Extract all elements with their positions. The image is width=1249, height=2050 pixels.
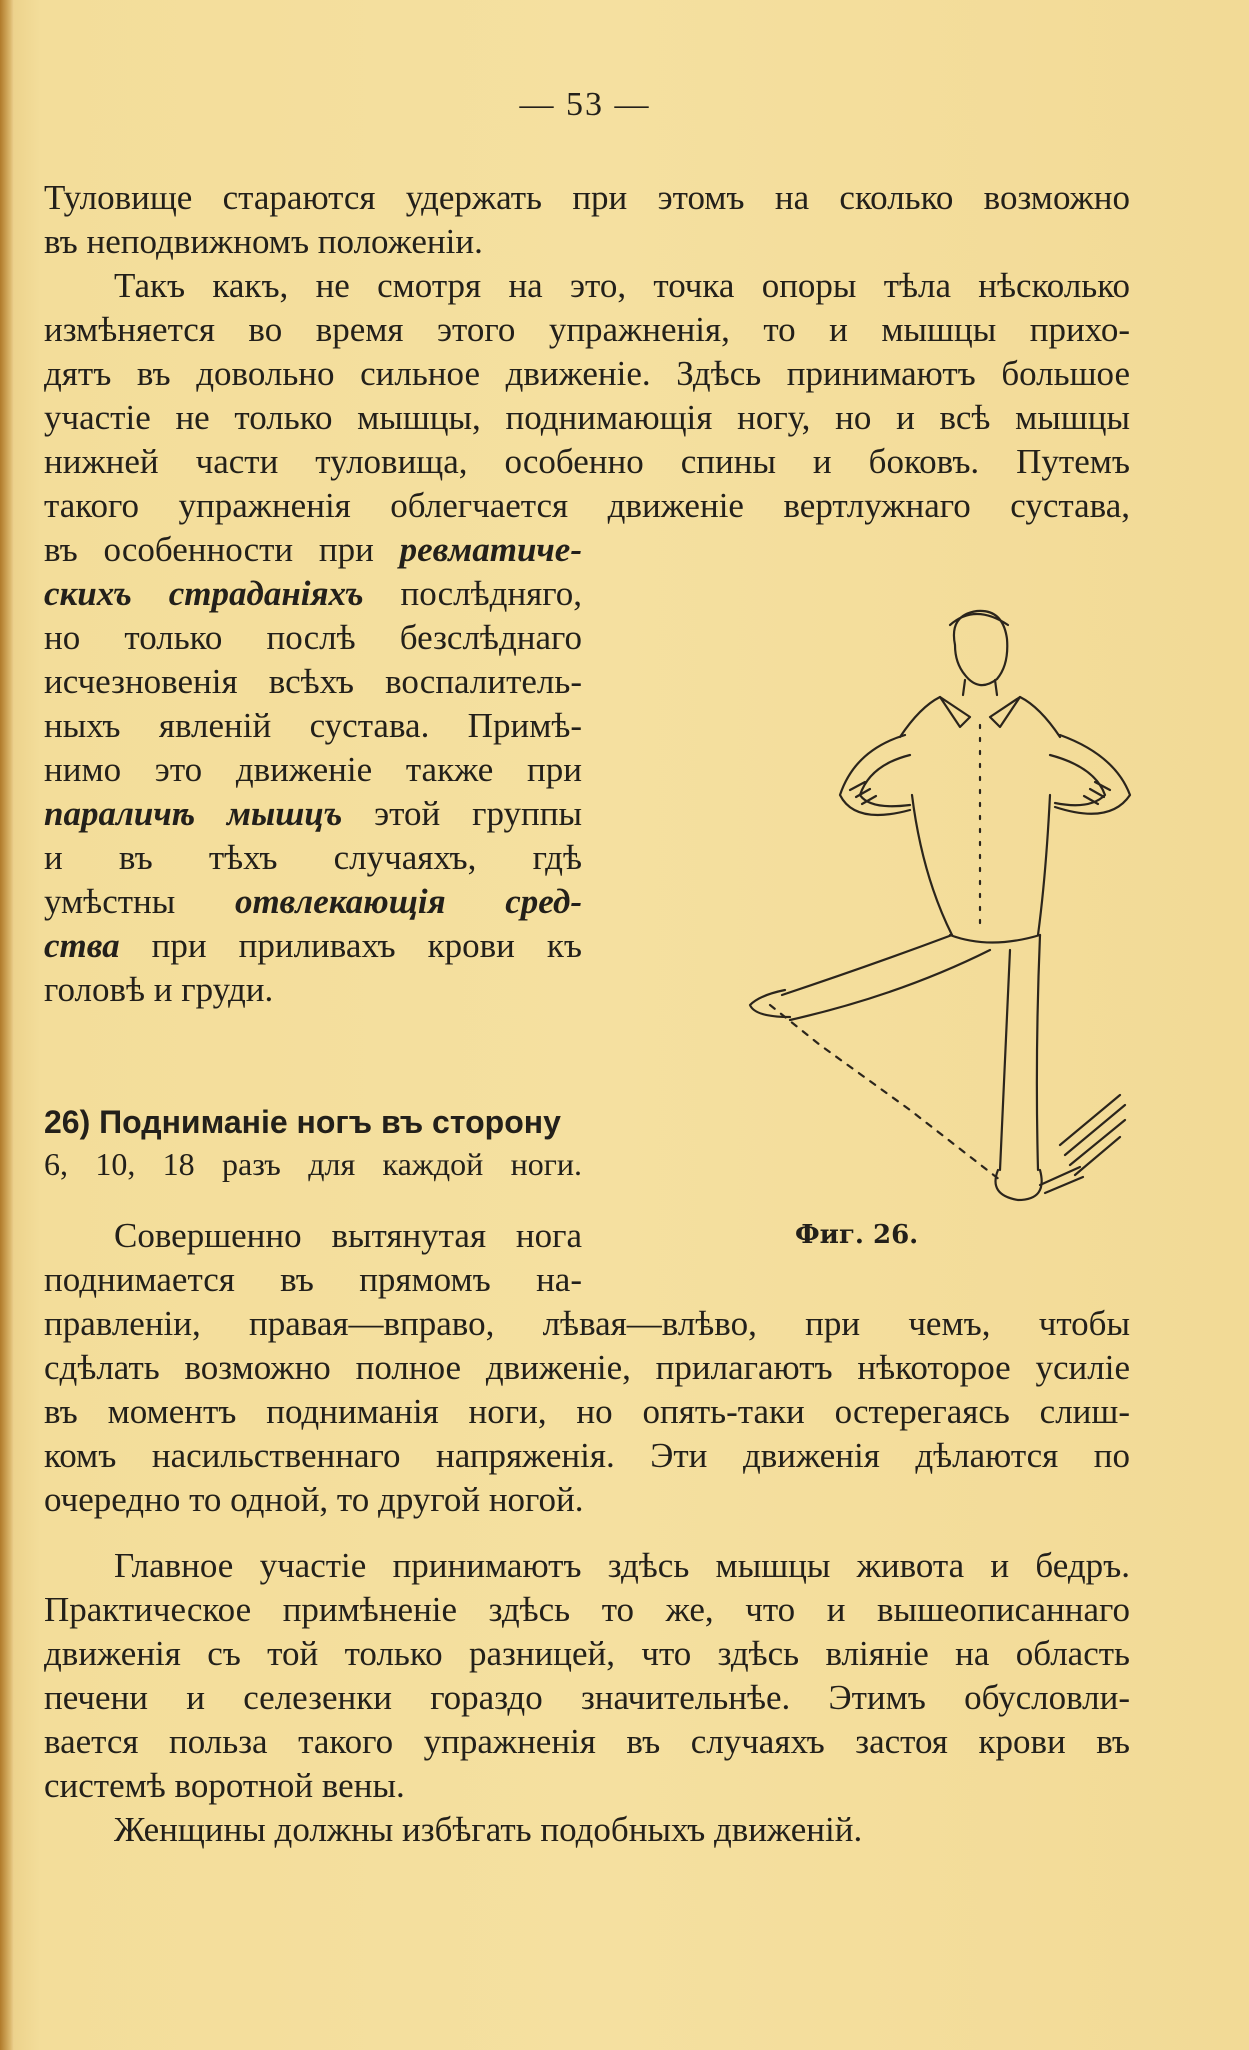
text-line: движенiя съ той только разницей, что здѣсь влiянiе на область: [44, 1634, 1130, 1673]
text-line: и въ тѣхъ случаяхъ, гдѣ: [44, 838, 582, 877]
text-line: вается польза такого упражненiя въ случаяхъ застоя крови въ: [44, 1722, 1130, 1761]
exercise-repetitions: 6, 10, 18 разъ для каждой ноги.: [44, 1146, 582, 1182]
text-line: правленiи, правая—вправо, лѣвая—влѣво, при чемъ, чтобы: [44, 1304, 1130, 1343]
text-line: поднимается въ прямомъ на-: [44, 1260, 582, 1299]
text-line: умѣстны отвлекающiя сред-: [44, 882, 582, 921]
text-line: очередно то одной, то другой ногой.: [44, 1480, 584, 1519]
hair-shape: [950, 614, 1008, 625]
text-line: ства при приливахъ крови къ: [44, 926, 582, 965]
text-line: исчезновенiя всѣхъ воспалитель-: [44, 662, 582, 701]
text-line: въ неподвижномъ положенiи.: [44, 222, 483, 261]
book-spine-edge: [0, 0, 14, 2050]
text-line: ныхъ явленiй сустава. Примѣ-: [44, 706, 582, 745]
text-line: сдѣлать возможно полное движенiе, прилагаютъ нѣкоторое усилiе: [44, 1348, 1130, 1387]
text-line: Практическое примѣненiе здѣсь то же, что и вышеописаннаго: [44, 1590, 1130, 1629]
text-line: но только послѣ безслѣднаго: [44, 618, 582, 657]
text-line: Совершенно вытянутая нога: [114, 1216, 582, 1255]
page-number: — 53 —: [519, 86, 651, 123]
text-line: нимо это движенiе также при: [44, 750, 582, 789]
text-line: нижней части туловища, особенно спины и боковъ. Путемъ: [44, 442, 1130, 481]
text-line: Такъ какъ, не смотря на это, точка опоры тѣла нѣсколько: [114, 266, 1130, 305]
text-line: Женщины должны избѣгать подобныхъ движенiй.: [114, 1810, 863, 1849]
exercise-heading: 26) Подниманiе ногъ въ сторону: [44, 1104, 561, 1140]
text-line: въ особенности при ревматиче-: [44, 530, 582, 569]
text-line: дятъ въ довольно сильное движенiе. Здѣсь принимаютъ большое: [44, 354, 1130, 393]
text-line: участiе не только мышцы, поднимающiя ногу, но и всѣ мышцы: [44, 398, 1130, 437]
figure-caption: Фиг. 26.: [795, 1220, 919, 1250]
figure-illustration: [620, 585, 1140, 1215]
text-line: Туловище стараются удержать при этомъ на сколько возможно: [44, 178, 1130, 217]
text-line: системѣ воротной вены.: [44, 1766, 405, 1805]
text-line: въ моментъ подниманiя ноги, но опять-таки остерегаясь слиш-: [44, 1392, 1130, 1431]
text-line: скихъ страданiяхъ послѣдняго,: [44, 574, 583, 613]
text-line: такого упражненiя облегчается движенiе вертлужнаго сустава,: [44, 486, 1130, 525]
text-line: головѣ и груди.: [44, 970, 274, 1009]
text-line: комъ насильственнаго напряженiя. Эти движенiя дѣлаются по: [44, 1436, 1130, 1475]
text-line: печени и селезенки гораздо значительнѣе. Этимъ обусловли-: [44, 1678, 1130, 1717]
text-line: Главное участiе принимаютъ здѣсь мышцы живота и бедръ.: [114, 1546, 1130, 1585]
head-shape: [954, 611, 1007, 685]
text-line: измѣняется во время этого упражненiя, то и мышцы прихо-: [44, 310, 1130, 349]
text-line: параличѣ мышцъ этой группы: [44, 794, 582, 833]
